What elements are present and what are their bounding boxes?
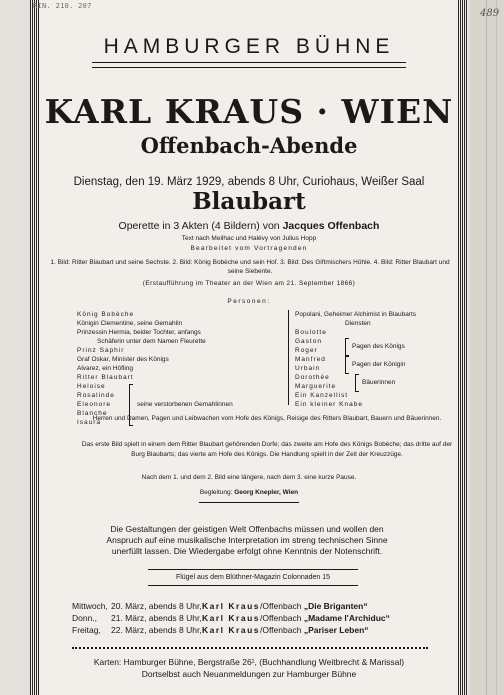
arranged-by: Bearbeitet vom Vortragenden xyxy=(190,245,308,252)
perf-day: Mittwoch, xyxy=(72,601,108,611)
queen-pages-group xyxy=(295,355,455,373)
opera-prefix: Operette in 3 Akten (4 Bildern) von xyxy=(118,220,280,232)
perf-by: /Offenbach xyxy=(260,625,302,635)
perf-title: „Madame l'Archiduc“ xyxy=(303,613,390,623)
cast-divider xyxy=(288,310,289,405)
perf-title: „Pariser Leben“ xyxy=(303,625,369,635)
chorus-note: Herren und Damen, Pagen und Leibwachen vom Hofe des Königs, Reisige des Ritters Blaubart, Bauern und Bäuerinnen. xyxy=(92,415,442,422)
cast-entry: Ein kleiner Knabe xyxy=(295,401,363,408)
cast-entry: Heloise xyxy=(77,383,106,390)
performance-row xyxy=(72,613,462,624)
cast-entry: Eleonore xyxy=(77,401,112,408)
cast-entry: Gaston xyxy=(295,338,322,345)
cast-entry: Popolani, Geheimer Alchimist in Blaubarts xyxy=(295,311,417,318)
brace xyxy=(355,374,359,392)
cast-entry: Ritter Blaubart xyxy=(77,374,134,381)
cast-entry: Isaura xyxy=(77,419,102,426)
header-title: HAMBURGER BÜHNE xyxy=(103,35,395,58)
pages-group xyxy=(295,337,455,355)
cast-entry: Alvarez, ein Höfling xyxy=(77,365,133,372)
cast-entry: Roger xyxy=(295,347,318,354)
subtitle: Offenbach-Abende xyxy=(140,133,358,158)
accompaniment xyxy=(42,489,456,496)
cast-entry: Graf Oskar, Minister des Königs xyxy=(77,356,169,363)
brace xyxy=(345,356,349,374)
perf-day: Freitag, xyxy=(72,625,101,635)
personen-heading: Personen: xyxy=(227,298,271,305)
left-border-decoration xyxy=(30,0,40,695)
perf-date: 20. März, abends 8 Uhr, xyxy=(111,601,202,611)
cast-entry: Boulotte xyxy=(295,329,327,336)
cast-entry: Prinzessin Hermia, beider Tochter, anfangs xyxy=(77,329,201,336)
cast-entry: Diensten xyxy=(345,320,371,327)
cast-entry: Manfred xyxy=(295,356,326,363)
perf-artist: Karl Kraus xyxy=(202,613,260,623)
scene-description: Das erste Bild spielt in einem dem Ritter Blaubart gehörenden Dorfe; das zweite am Hofe des Königs Bobèche; das dritte auf der Burg Blaubarts; das vierte am Hofe des Königs. Die Handlung spielt in der Zeit der Kreuzzüge. xyxy=(81,441,453,458)
page-edge-line xyxy=(496,0,497,695)
ticket-line: Karten: Hamburger Bühne, Bergstraße 26¹, (Buchhandlung Weitbrecht & Marissal) xyxy=(93,657,405,667)
cast-entry: König Bobèche xyxy=(77,311,135,318)
wives-note: seine verstorbenen Gemahlinnen xyxy=(137,401,233,408)
accomp-label: Begleitung: xyxy=(199,489,233,496)
perf-date: 21. März, abends 8 Uhr, xyxy=(111,613,202,623)
header-rule xyxy=(92,62,406,68)
handwritten-number: 489 xyxy=(480,8,500,19)
cast-entry: Urbain xyxy=(295,365,321,372)
perf-artist: Karl Kraus xyxy=(202,625,260,635)
opera-line xyxy=(42,220,456,232)
perf-date: 22. März, abends 8 Uhr, xyxy=(111,625,202,635)
dotted-divider xyxy=(72,647,428,649)
right-border-decoration xyxy=(458,0,468,695)
main-title: KARL KRAUS · WIEN xyxy=(44,92,454,131)
cast-entry: Dorothée xyxy=(295,374,330,381)
peasants-group xyxy=(295,373,455,391)
performance-row xyxy=(72,625,462,636)
perf-title: „Die Briganten“ xyxy=(303,601,368,611)
queen-pages-note: Pagen der Königin xyxy=(352,361,406,368)
cast-entry: Prinz Saphir xyxy=(77,347,125,354)
perf-day: Donn., xyxy=(72,613,98,623)
perf-by: /Offenbach xyxy=(260,601,302,611)
cast-entry: Blanche xyxy=(77,410,108,417)
cast-entry: Schäferin unter dem Namen Fleurette xyxy=(97,338,206,345)
cast-entry: Rosalinde xyxy=(77,392,115,399)
composer-name: Jacques Offenbach xyxy=(282,220,380,232)
cast-entry: Ein Kanzellist xyxy=(295,392,349,399)
performance-row xyxy=(72,601,462,612)
piano-credit: Flügel aus dem Blüthner-Magazin Colonnaden 15 xyxy=(148,569,358,586)
perf-artist: Karl Kraus xyxy=(202,601,260,611)
premiere-note: (Erstaufführung im Theater an der Wien am 21. September 1866) xyxy=(142,280,356,287)
peasants-note: Bäuerinnen xyxy=(362,379,396,386)
interpretation-note: Die Gestaltungen der geistigen Welt Offenbachs müssen und wollen den Anspruch auf eine musikalische Interpretation im streng technischen Sinne unerfüllt lassen. Die Wiedergabe erfolgt ohne Kenntnis der Notenschrift. xyxy=(106,524,388,556)
perf-by: /Offenbach xyxy=(260,613,302,623)
page-edge-line xyxy=(486,0,487,695)
brace xyxy=(345,338,349,356)
pause-note: Nach dem 1. und dem 2. Bild eine längere, nach dem 3. eine kurze Pause. xyxy=(141,474,357,481)
date-line: Dienstag, den 19. März 1929, abends 8 Uhr, Curiohaus, Weißer Saal xyxy=(73,176,425,188)
accomp-name: Georg Knepler, Wien xyxy=(234,489,299,496)
ticket-info xyxy=(42,656,456,680)
scenes-list: 1. Bild: Ritter Blaubart und seine Sechste. 2. Bild: König Bobèche und sein Hof. 3. Bild: Des Giftmischers Höhle. 4. Bild: Ritter Blaubart und seine Siebente. xyxy=(50,259,450,275)
pages-note: Pagen des Königs xyxy=(352,343,405,350)
cast-entry: Königin Clementine, seine Gemahlin xyxy=(77,320,183,327)
text-credit: Text nach Meilhac und Halévy von Julius Hopp xyxy=(181,235,317,242)
page-edge xyxy=(470,0,504,695)
work-title: Blaubart xyxy=(192,188,306,215)
ticket-line: Dortselbst auch Neuanmeldungen zur Hamburger Bühne xyxy=(141,669,357,679)
archive-stamp: RIN. 210. 207 xyxy=(33,2,92,10)
cast-list-right xyxy=(295,310,455,409)
accomp-rule xyxy=(199,502,299,503)
cast-list-left xyxy=(77,310,282,427)
cast-entry: Marguerite xyxy=(295,383,337,390)
